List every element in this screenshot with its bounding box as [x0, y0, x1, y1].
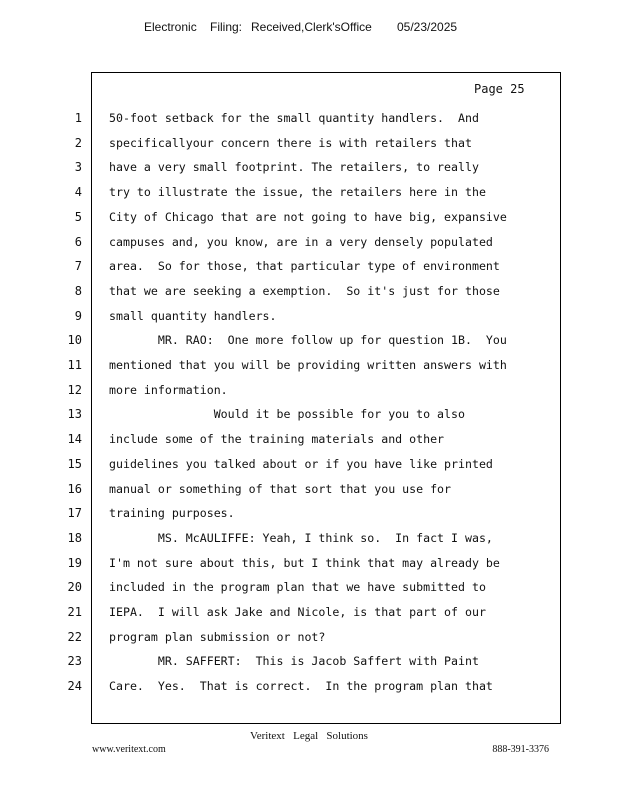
line-number: 6: [74, 234, 82, 249]
transcript-line: Would it be possible for you to also: [109, 407, 465, 422]
transcript-line: City of Chicago that are not going to have big, expansive: [109, 209, 507, 224]
line-number: 14: [67, 432, 82, 447]
transcript-line: MR. SAFFERT: This is Jacob Saffert with Paint: [109, 654, 479, 669]
transcript-line: that we are seeking a exemption. So it's just for those: [109, 283, 500, 298]
line-number: 4: [74, 185, 82, 200]
transcript-line: 50-foot setback for the small quantity handlers. And: [109, 111, 479, 125]
header-received: Received,Clerk'sOffice: [251, 20, 372, 34]
transcript-line: I'm not sure about this, but I think that may already be: [109, 555, 500, 570]
line-number: 20: [67, 580, 82, 595]
line-number: 12: [67, 382, 82, 397]
footer-phone: 888-391-3376: [492, 744, 549, 755]
filing-stamp-header: [0, 20, 618, 38]
transcript-line: area. So for those, that particular type of environment: [109, 259, 500, 274]
line-number: 23: [67, 654, 82, 669]
line-number: 22: [67, 629, 82, 644]
transcript-line: MS. McAULIFFE: Yeah, I think so. In fact I was,: [109, 530, 493, 545]
line-number: 15: [67, 456, 82, 471]
line-number: 9: [74, 308, 82, 323]
transcript-line: manual or something of that sort that you use for: [109, 481, 452, 496]
transcript-line: include some of the training materials and other: [109, 432, 445, 447]
line-number: 13: [67, 407, 82, 422]
line-number: 24: [67, 679, 82, 694]
transcript-line: try to illustrate the issue, the retailers here in the: [109, 185, 486, 200]
line-number: 3: [74, 160, 82, 175]
line-number: 2: [74, 135, 82, 150]
line-number: 16: [67, 481, 82, 496]
transcript-line: Care. Yes. That is correct. In the program plan that: [109, 679, 493, 694]
transcript-line: specificallyour concern there is with retailers that: [109, 135, 472, 150]
line-number: 11: [67, 358, 82, 372]
transcript-line: IEPA. I will ask Jake and Nicole, is that part of our: [109, 605, 486, 619]
transcript-line: mentioned that you will be providing written answers with: [109, 358, 507, 372]
line-number: 5: [74, 209, 82, 224]
transcript-line: included in the program plan that we have submitted to: [109, 580, 486, 595]
line-number: 17: [67, 506, 82, 521]
header-electronic: Electronic: [144, 20, 197, 34]
line-number: 21: [67, 605, 82, 619]
transcript-line: more information.: [109, 382, 228, 397]
transcript-line: have a very small footprint. The retailers, to really: [109, 160, 479, 175]
line-number: 7: [74, 259, 82, 274]
line-number: 8: [74, 283, 82, 298]
transcript-line: small quantity handlers.: [109, 308, 277, 323]
transcript-line: program plan submission or not?: [109, 629, 326, 644]
transcript-line: MR. RAO: One more follow up for question 1B. You: [109, 333, 507, 348]
line-number: 19: [67, 555, 82, 570]
transcript-line: campuses and, you know, are in a very densely populated: [109, 234, 493, 249]
footer-website: www.veritext.com: [92, 744, 166, 755]
transcript-line: training purposes.: [109, 506, 235, 521]
line-number: 10: [67, 333, 82, 348]
footer-company: Veritext Legal Solutions: [250, 730, 368, 742]
transcript-line: guidelines you talked about or if you have like printed: [109, 456, 493, 471]
header-date: 05/23/2025: [397, 20, 458, 34]
page-number: Page 25: [474, 82, 525, 96]
line-number: 18: [67, 530, 82, 545]
header-filing: Filing:: [210, 20, 243, 34]
line-number: 1: [74, 111, 82, 125]
